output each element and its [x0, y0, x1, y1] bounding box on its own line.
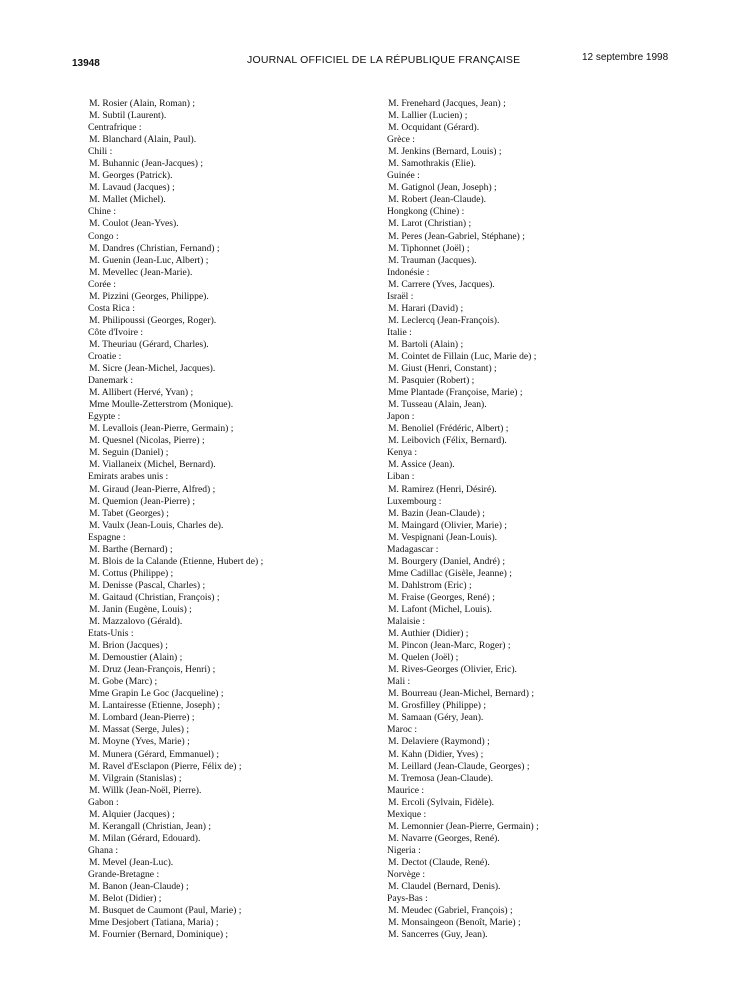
country-heading: Costa Rica :: [88, 302, 135, 314]
country-heading: Pays-Bas :: [387, 893, 428, 905]
person-entry: M. Sancerres (Guy, Jean).: [388, 929, 488, 941]
person-entry: M. Samaan (Géry, Jean).: [388, 712, 484, 724]
country-heading: Maurice :: [387, 784, 425, 796]
person-entry: M. Guenin (Jean-Luc, Albert) ;: [89, 254, 209, 266]
person-entry: M. Brion (Jacques) ;: [89, 640, 168, 652]
country-heading: Chine :: [88, 206, 116, 218]
person-entry: M. Coulot (Jean-Yves).: [89, 218, 179, 230]
person-entry: M. Allibert (Hervé, Yvan) ;: [89, 387, 194, 399]
person-entry: M. Ercoli (Sylvain, Fidèle).: [388, 796, 495, 808]
country-heading: Israël :: [387, 290, 414, 302]
person-entry: M. Subtil (Laurent).: [89, 110, 167, 122]
person-entry: M. Grosfilley (Philippe) ;: [388, 700, 487, 712]
person-entry: M. Gatignol (Jean, Joseph) ;: [388, 182, 497, 194]
country-heading: Côte d'Ivoire :: [88, 326, 144, 338]
country-heading: Luxembourg :: [387, 495, 442, 507]
person-entry: M. Vaulx (Jean-Louis, Charles de).: [89, 519, 224, 531]
country-heading: Grèce :: [387, 134, 415, 146]
person-entry: M. Massat (Serge, Jules) ;: [89, 724, 190, 736]
country-heading: Grande-Bretagne :: [88, 869, 160, 880]
country-heading: Gabon :: [88, 796, 119, 808]
country-heading: Chili :: [88, 146, 113, 158]
person-entry: M. Jenkins (Bernard, Louis) ;: [388, 146, 502, 158]
person-entry: M. Tabet (Georges) ;: [89, 507, 169, 519]
person-entry: M. Bartoli (Alain) ;: [388, 338, 464, 350]
person-entry: M. Rives-Georges (Olivier, Eric).: [388, 664, 517, 676]
person-entry: M. Leibovich (Félix, Bernard).: [388, 435, 507, 447]
person-entry: M. Lallier (Lucien) ;: [388, 110, 468, 122]
person-entry: M. Delaviere (Raymond) ;: [388, 736, 490, 748]
person-entry: M. Levallois (Jean-Pierre, Germain) ;: [89, 423, 234, 435]
person-entry: M. Robert (Jean-Claude).: [388, 194, 487, 206]
person-entry: M. Denisse (Pascal, Charles) ;: [89, 579, 206, 591]
country-heading: Japon :: [387, 411, 415, 423]
country-heading: Ghana :: [88, 844, 119, 856]
person-entry: M. Peres (Jean-Gabriel, Stéphane) ;: [388, 230, 525, 242]
country-heading: Maroc :: [387, 724, 418, 736]
country-heading: Congo :: [88, 230, 119, 242]
person-entry: M. Janin (Eugène, Louis) ;: [89, 603, 192, 615]
person-entry: M. Seguin (Daniel) ;: [89, 447, 169, 459]
person-entry: M. Bourreau (Jean-Michel, Bernard) ;: [388, 688, 534, 700]
person-entry: M. Belot (Didier) ;: [89, 893, 162, 905]
person-entry: M. Rosier (Alain, Roman) ;: [89, 98, 196, 109]
person-entry: Mme Plantade (Françoise, Marie) ;: [388, 387, 523, 399]
country-heading: Danemark :: [88, 375, 134, 387]
country-heading: Mexique :: [387, 808, 427, 820]
country-heading: Hongkong (Chine) :: [387, 206, 465, 218]
person-entry: Mme Cadillac (Gisèle, Jeanne) ;: [388, 567, 512, 579]
person-entry: M. Cointet de Fillain (Luc, Marie de) ;: [388, 350, 537, 362]
person-entry: M. Monsaingeon (Benoît, Marie) ;: [388, 917, 521, 929]
country-heading: Guinée :: [387, 170, 420, 182]
country-heading: Kenya :: [387, 447, 418, 459]
person-entry: M. Claudel (Bernard, Denis).: [388, 881, 501, 893]
country-heading: Corée :: [88, 278, 116, 290]
person-entry: M. Busquet de Caumont (Paul, Marie) ;: [89, 905, 242, 917]
person-entry: M. Meudec (Gabriel, François) ;: [388, 905, 513, 917]
person-entry: M. Georges (Patrick).: [89, 170, 173, 182]
person-entry: Mme Grapin Le Goc (Jacqueline) ;: [89, 688, 224, 700]
person-entry: M. Gaitaud (Christian, François) ;: [89, 591, 220, 603]
country-heading: Indonésie :: [387, 266, 430, 278]
person-entry: M. Tusseau (Alain, Jean).: [388, 399, 487, 411]
country-heading: Mali :: [387, 676, 411, 688]
person-entry: M. Munera (Gérard, Emmanuel) ;: [89, 748, 220, 760]
person-entry: M. Larot (Christian) ;: [388, 218, 472, 230]
page-number: 13948: [72, 58, 100, 69]
person-entry: M. Bazin (Jean-Claude) ;: [388, 507, 485, 519]
person-entry: M. Buhannic (Jean-Jacques) ;: [89, 158, 204, 170]
person-entry: M. Bourgery (Daniel, André) ;: [388, 555, 506, 567]
person-entry: M. Quemion (Jean-Pierre) ;: [89, 495, 196, 507]
person-entry: M. Dectot (Claude, René).: [388, 856, 490, 868]
person-entry: M. Mazzalovo (Gérald).: [89, 616, 183, 628]
person-entry: M. Fournier (Bernard, Dominique) ;: [89, 929, 229, 941]
person-entry: M. Harari (David) ;: [388, 302, 464, 314]
person-entry: M. Sicre (Jean-Michel, Jacques).: [89, 363, 216, 375]
person-entry: M. Maingard (Olivier, Marie) ;: [388, 519, 507, 531]
person-entry: Mme Desjobert (Tatiana, Maria) ;: [89, 917, 219, 929]
person-entry: M. Druz (Jean-François, Henri) ;: [89, 664, 216, 676]
person-entry: M. Gobe (Marc) ;: [89, 676, 158, 688]
person-entry: M. Banon (Jean-Claude) ;: [89, 881, 189, 893]
person-entry: M. Blois de la Calande (Etienne, Hubert de) ;: [89, 555, 264, 567]
country-heading: Malaisie :: [387, 616, 426, 628]
person-entry: M. Theuriau (Gérard, Charles).: [89, 338, 209, 350]
person-entry: M. Pasquier (Robert) ;: [388, 375, 475, 387]
person-entry: M. Trauman (Jacques).: [388, 254, 477, 266]
person-entry: M. Barthe (Bernard) ;: [89, 543, 173, 555]
person-entry: M. Moyne (Yves, Marie) ;: [89, 736, 190, 748]
person-entry: M. Viallaneix (Michel, Bernard).: [89, 459, 216, 471]
person-entry: M. Benoliel (Frédéric, Albert) ;: [388, 423, 509, 435]
country-heading: Liban :: [387, 471, 415, 483]
person-entry: M. Pizzini (Georges, Philippe).: [89, 290, 209, 302]
left-column: [89, 98, 359, 941]
person-entry: M. Ramirez (Henri, Désiré).: [388, 483, 497, 495]
person-entry: M. Tremosa (Jean-Claude).: [388, 772, 493, 784]
person-entry: M. Navarre (Georges, René).: [388, 832, 500, 844]
person-entry: M. Lemonnier (Jean-Pierre, Germain) ;: [388, 820, 539, 832]
person-entry: M. Quelen (Joël) ;: [388, 652, 459, 664]
person-entry: M. Quesnel (Nicolas, Pierre) ;: [89, 435, 205, 447]
country-heading: Nigeria :: [387, 844, 421, 856]
person-entry: M. Lombard (Jean-Pierre) ;: [89, 712, 195, 724]
journal-title: JOURNAL OFFICIEL DE LA RÉPUBLIQUE FRANÇAISE: [247, 54, 521, 66]
person-entry: M. Pincon (Jean-Marc, Roger) ;: [388, 640, 511, 652]
person-entry: M. Leclercq (Jean-François).: [388, 314, 500, 326]
person-entry: Mme Moulle-Zetterstrom (Monique).: [89, 399, 234, 411]
person-entry: M. Tiphonnet (Joël) ;: [388, 242, 470, 254]
country-heading: Norvège :: [387, 869, 426, 880]
person-entry: M. Lantairesse (Etienne, Joseph) ;: [89, 700, 221, 712]
country-heading: Madagascar :: [387, 543, 439, 555]
person-entry: M. Samothrakis (Elie).: [388, 158, 476, 170]
person-entry: M. Vespignani (Jean-Louis).: [388, 531, 498, 543]
person-entry: M. Frenehard (Jacques, Jean) ;: [388, 98, 506, 109]
person-entry: M. Leillard (Jean-Claude, Georges) ;: [388, 760, 530, 772]
person-entry: M. Kerangall (Christian, Jean) ;: [89, 820, 212, 832]
person-entry: M. Willk (Jean-Noël, Pierre).: [89, 784, 202, 796]
person-entry: M. Vilgrain (Stanislas) ;: [89, 772, 182, 784]
person-entry: M. Ocquidant (Gérard).: [388, 122, 480, 134]
person-entry: M. Giust (Henri, Constant) ;: [388, 363, 497, 375]
country-heading: Emirats arabes unis :: [88, 471, 169, 483]
publication-date: 12 septembre 1998: [582, 52, 669, 63]
person-entry: M. Authier (Didier) ;: [388, 628, 469, 640]
page-header: [72, 50, 672, 70]
person-entry: M. Blanchard (Alain, Paul).: [89, 134, 197, 146]
person-entry: M. Giraud (Jean-Pierre, Alfred) ;: [89, 483, 216, 495]
person-entry: M. Fraise (Georges, René) ;: [388, 591, 495, 603]
person-entry: M. Assice (Jean).: [388, 459, 455, 471]
person-entry: M. Cottus (Philippe) ;: [89, 567, 174, 579]
country-heading: Etats-Unis :: [88, 628, 134, 640]
person-entry: M. Dandres (Christian, Fernand) ;: [89, 242, 220, 254]
country-heading: Egypte :: [88, 411, 121, 423]
right-column: [388, 98, 688, 941]
person-entry: M. Milan (Gérard, Edouard).: [89, 832, 201, 844]
country-heading: Italie :: [387, 326, 412, 338]
person-entry: M. Mevellec (Jean-Marie).: [89, 266, 193, 278]
person-entry: M. Mallet (Michel).: [89, 194, 166, 206]
person-entry: M. Philipoussi (Georges, Roger).: [89, 314, 217, 326]
country-heading: Centrafrique :: [88, 122, 142, 134]
country-heading: Croatie :: [88, 350, 122, 362]
country-heading: Espagne :: [88, 531, 126, 543]
person-entry: M. Kahn (Didier, Yves) ;: [388, 748, 484, 760]
person-entry: M. Ravel d'Esclapon (Pierre, Félix de) ;: [89, 760, 242, 772]
person-entry: M. Dahlstrom (Eric) ;: [388, 579, 472, 591]
person-entry: M. Lavaud (Jacques) ;: [89, 182, 175, 194]
person-entry: M. Carrere (Yves, Jacques).: [388, 278, 495, 290]
person-entry: M. Mevel (Jean-Luc).: [89, 856, 174, 868]
person-entry: M. Lafont (Michel, Louis).: [388, 603, 492, 615]
person-entry: M. Alquier (Jacques) ;: [89, 808, 175, 820]
person-entry: M. Demoustier (Alain) ;: [89, 652, 183, 664]
